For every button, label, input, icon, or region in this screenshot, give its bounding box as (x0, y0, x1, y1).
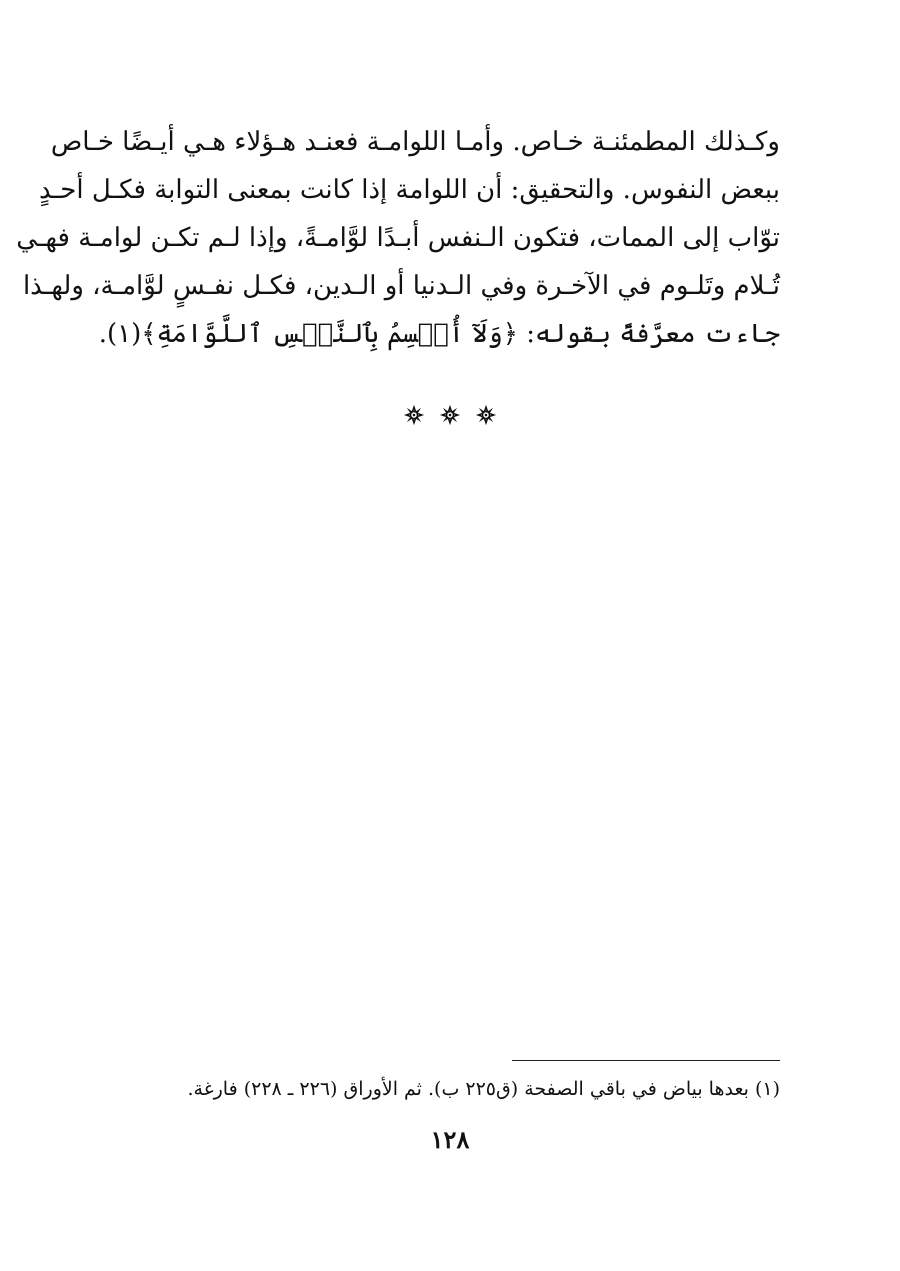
section-divider-ornaments (0, 404, 900, 426)
floral-star-icon (475, 404, 497, 426)
footnote: (١) بعدها بياض في باقي الصفحة (ق٢٢٥ ب). ثم الأوراق (٢٢٦ ـ ٢٢٨) فارغة. (187, 1078, 780, 1100)
floral-star-icon (403, 404, 425, 426)
text-line-1: وكـذلك المطمئنـة خـاص. وأمـا اللوامـة فعنـد هـؤلاء هـي أيـضًا خـاص (50, 127, 780, 157)
text-line-4: تُـلام وتَلـوم في الآخـرة وفي الـدنيا أو الـدين، فكـل نفـسٍ لوَّامـة، ولهـذا (22, 271, 780, 301)
text-line-5: جاءت معرَّفةً بقوله: ﴿وَلَآ أُقۡسِمُ بِٱلنَّفۡسِ ٱللَّوَّامَةِ﴾(١). (98, 319, 780, 349)
floral-star-icon (439, 404, 461, 426)
footnote-separator (512, 1060, 780, 1061)
text-line-2: ببعض النفوس. والتحقيق: أن اللوامة إذا كانت بمعنى التوابة فكـل أحـدٍ (39, 175, 780, 205)
page-number: ١٢٨ (430, 1125, 470, 1154)
text-line-3: توّاب إلى الممات، فتكون الـنفس أبـدًا لوَّامـةً، وإذا لـم تكـن لوامـة فهـي (16, 223, 780, 253)
main-text (16, 118, 780, 358)
